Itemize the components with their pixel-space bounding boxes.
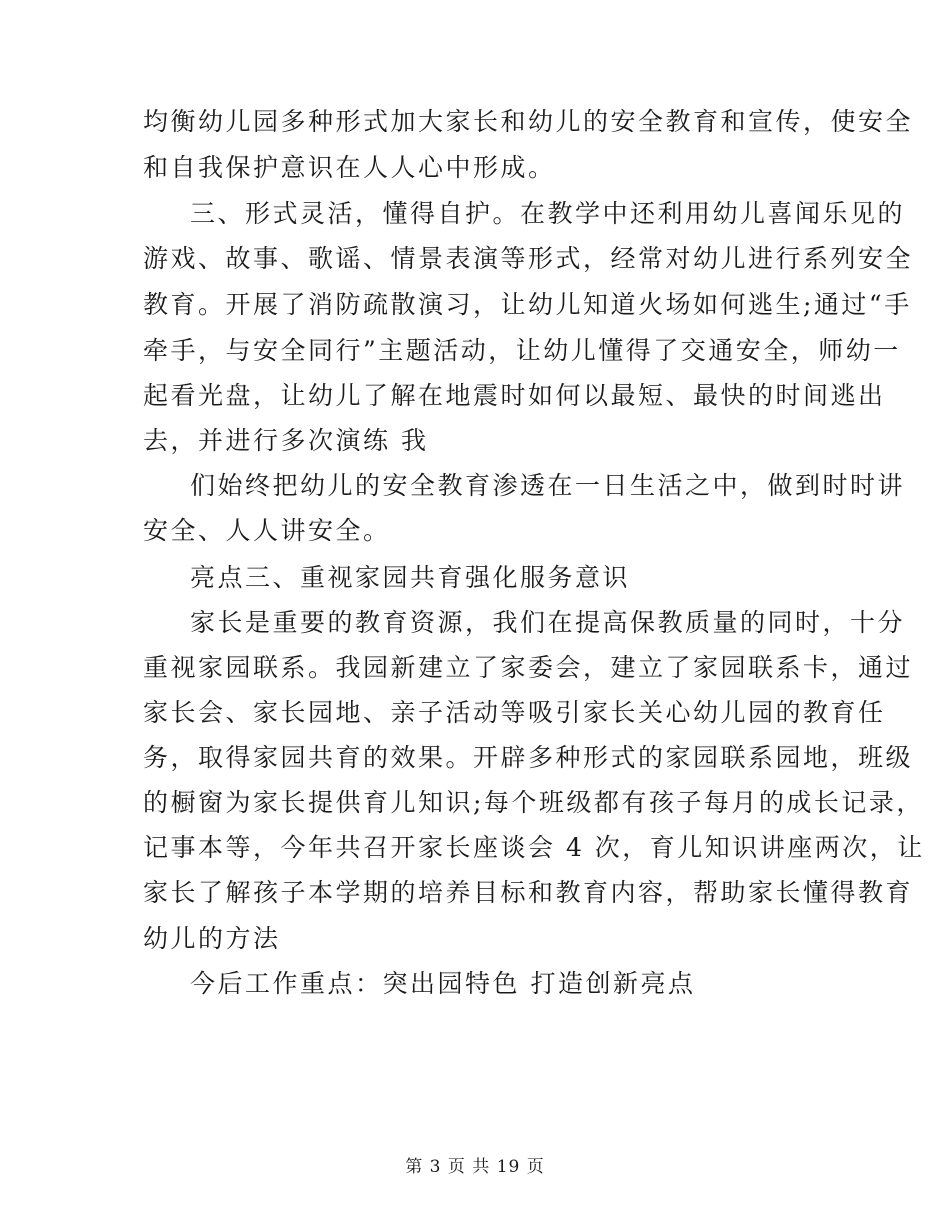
body-text-line: 牵手，与安全同行”主题活动，让幼儿懂得了交通安全，师幼一: [143, 336, 901, 365]
body-text-line: 均衡幼儿园多种形式加大家长和幼儿的安全教育和宣传，使安全: [143, 107, 914, 136]
body-text-line: 家长会、家长园地、亲子活动等吸引家长关心幼儿园的教育任: [143, 698, 886, 727]
body-text-line: 去，并进行多次演练 我: [143, 426, 429, 455]
highlight-heading-3: 亮点三、重视家园共育强化服务意识: [190, 563, 631, 592]
body-text-line: 家长是重要的教育资源，我们在提高保教质量的同时，十分: [190, 608, 906, 637]
body-text-line: 家长了解孩子本学期的培养目标和教育内容，帮助家长懂得教育: [143, 878, 914, 907]
body-text-line: 和自我保护意识在人人心中形成。: [143, 153, 556, 182]
section-heading-3: 三、形式灵活，懂得自护。在教学中还利用幼儿喜闻乐见的: [190, 199, 906, 228]
body-text-line: 们始终把幼儿的安全教育渗透在一日生活之中，做到时时讲: [190, 471, 906, 500]
body-text-line: 幼儿的方法: [143, 924, 281, 953]
page-indicator: 第 3 页 共 19 页: [405, 1157, 545, 1177]
body-text-line: 起看光盘，让幼儿了解在地震时如何以最短、最快的时间逃出: [143, 381, 886, 410]
body-text-line: 游戏、故事、歌谣、情景表演等形式，经常对幼儿进行系列安全: [143, 244, 914, 273]
body-text-line: 教育。开展了消防疏散演习，让幼儿知道火场如何逃生;通过“手: [143, 290, 912, 319]
future-focus-heading: 今后工作重点：突出园特色 打造创新亮点: [190, 969, 696, 998]
body-text-line: 重视家园联系。我园新建立了家委会，建立了家园联系卡，通过: [143, 653, 914, 682]
body-text-line: 务，取得家园共育的效果。开辟多种形式的家园联系园地，班级: [143, 743, 914, 772]
body-text-line: 的橱窗为家长提供育儿知识;每个班级都有孩子每月的成长记录，: [143, 788, 924, 817]
body-text-line: 记事本等，今年共召开家长座谈会 4 次，育儿知识讲座两次，让: [143, 833, 925, 862]
body-text-line: 安全、人人讲安全。: [143, 516, 391, 545]
